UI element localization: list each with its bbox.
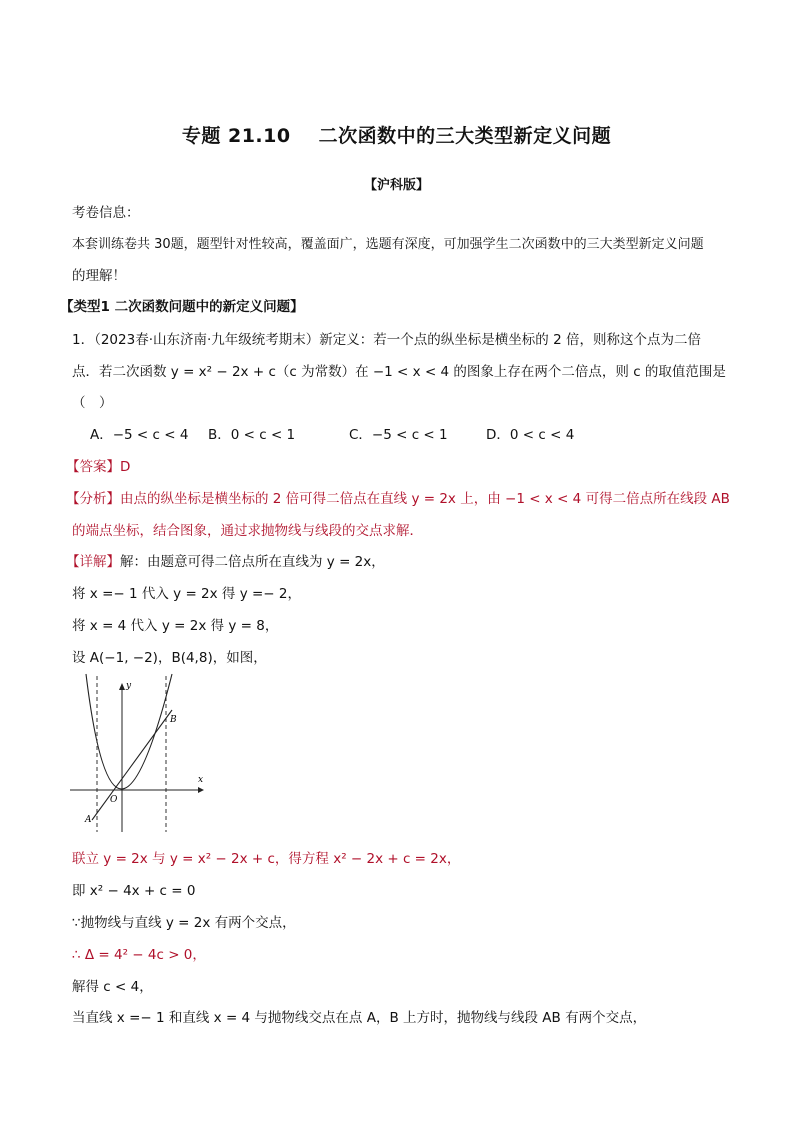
parabola-curve: [86, 674, 172, 789]
y-label: y: [126, 681, 132, 691]
detail-line-7: ∵抛物线与直线 y = 2x 有两个交点，: [72, 915, 296, 931]
page-title: [0, 121, 793, 148]
info-label: 考卷信息：: [72, 205, 140, 221]
option-d: D．0 < c < 4: [486, 427, 575, 443]
option-b: B．0 < c < 1: [208, 427, 296, 443]
detail-line-3: 将 x = 4 代入 y = 2x 得 y = 8，: [72, 618, 279, 634]
option-a: A．−5 < c < 4: [90, 427, 189, 443]
option-c: C．−5 < c < 1: [349, 427, 448, 443]
title-number: 专题 21.10: [181, 125, 291, 147]
detail-row: [66, 550, 385, 570]
parabola-figure: [68, 672, 208, 837]
x-axis-arrow: [198, 787, 204, 793]
detail-line-4: 设 A(−1, −2)，B(4,8)，如图，: [72, 650, 267, 666]
analysis-line-1: 由点的纵坐标是横坐标的 2 倍可得二倍点在直线 y = 2x 上，由 −1 < x < 4 可得二倍点所在线段 AB: [120, 491, 730, 507]
y-axis-arrow: [119, 683, 125, 690]
point-b-label: B: [170, 715, 177, 725]
detail-line-8: ∴ Δ = 4² − 4c > 0，: [72, 947, 206, 963]
question-line-2: 点．若二次函数 y = x² − 2x + c（c 为常数）在 −1 < x < 4 的图象上存在两个二倍点，则 c 的取值范围是: [72, 364, 726, 380]
type1-heading: 【类型1 二次函数问题中的新定义问题】: [60, 299, 304, 315]
title-text: 二次函数中的三大类型新定义问题: [318, 125, 612, 147]
answer-value: D: [120, 459, 131, 475]
detail-line-1: 解：由题意可得二倍点所在直线为 y = 2x，: [120, 554, 385, 570]
detail-line-9: 解得 c < 4，: [72, 979, 153, 995]
question-line-1: 1．（2023春·山东济南·九年级统考期末）新定义：若一个点的纵坐标是横坐标的 2 倍，则称这个点为二倍: [72, 332, 701, 348]
analysis-line-2: 的端点坐标，结合图象，通过求抛物线与线段的交点求解．: [72, 523, 423, 539]
x-label: x: [198, 775, 204, 785]
detail-label: 【详解】: [66, 554, 120, 570]
detail-line-5: 联立 y = 2x 与 y = x² − 2x + c，得方程 x² − 2x + c = 2x，: [72, 851, 461, 867]
answer-row: [66, 455, 130, 475]
question-line-3: （ ）: [72, 395, 113, 411]
line-ab: [92, 710, 172, 820]
edition-label: 【沪科版】: [363, 178, 429, 193]
point-a-label: A: [85, 815, 92, 825]
info-line-1: 本套训练卷共 30题，题型针对性较高，覆盖面广，选题有深度，可加强学生二次函数中的三大类型新定义问题: [72, 237, 704, 252]
detail-line-2: 将 x =− 1 代入 y = 2x 得 y =− 2，: [72, 586, 301, 602]
detail-line-6: 即 x² − 4x + c = 0: [72, 883, 196, 899]
analysis-label: 【分析】: [66, 491, 120, 507]
answer-label: 【答案】: [66, 459, 120, 475]
origin-label: O: [110, 795, 118, 805]
analysis-row: [66, 487, 730, 507]
info-line-2: 的理解！: [72, 268, 126, 284]
detail-line-10: 当直线 x =− 1 和直线 x = 4 与抛物线交点在点 A，B 上方时，抛物线与线段 AB 有两个交点，: [72, 1010, 647, 1026]
